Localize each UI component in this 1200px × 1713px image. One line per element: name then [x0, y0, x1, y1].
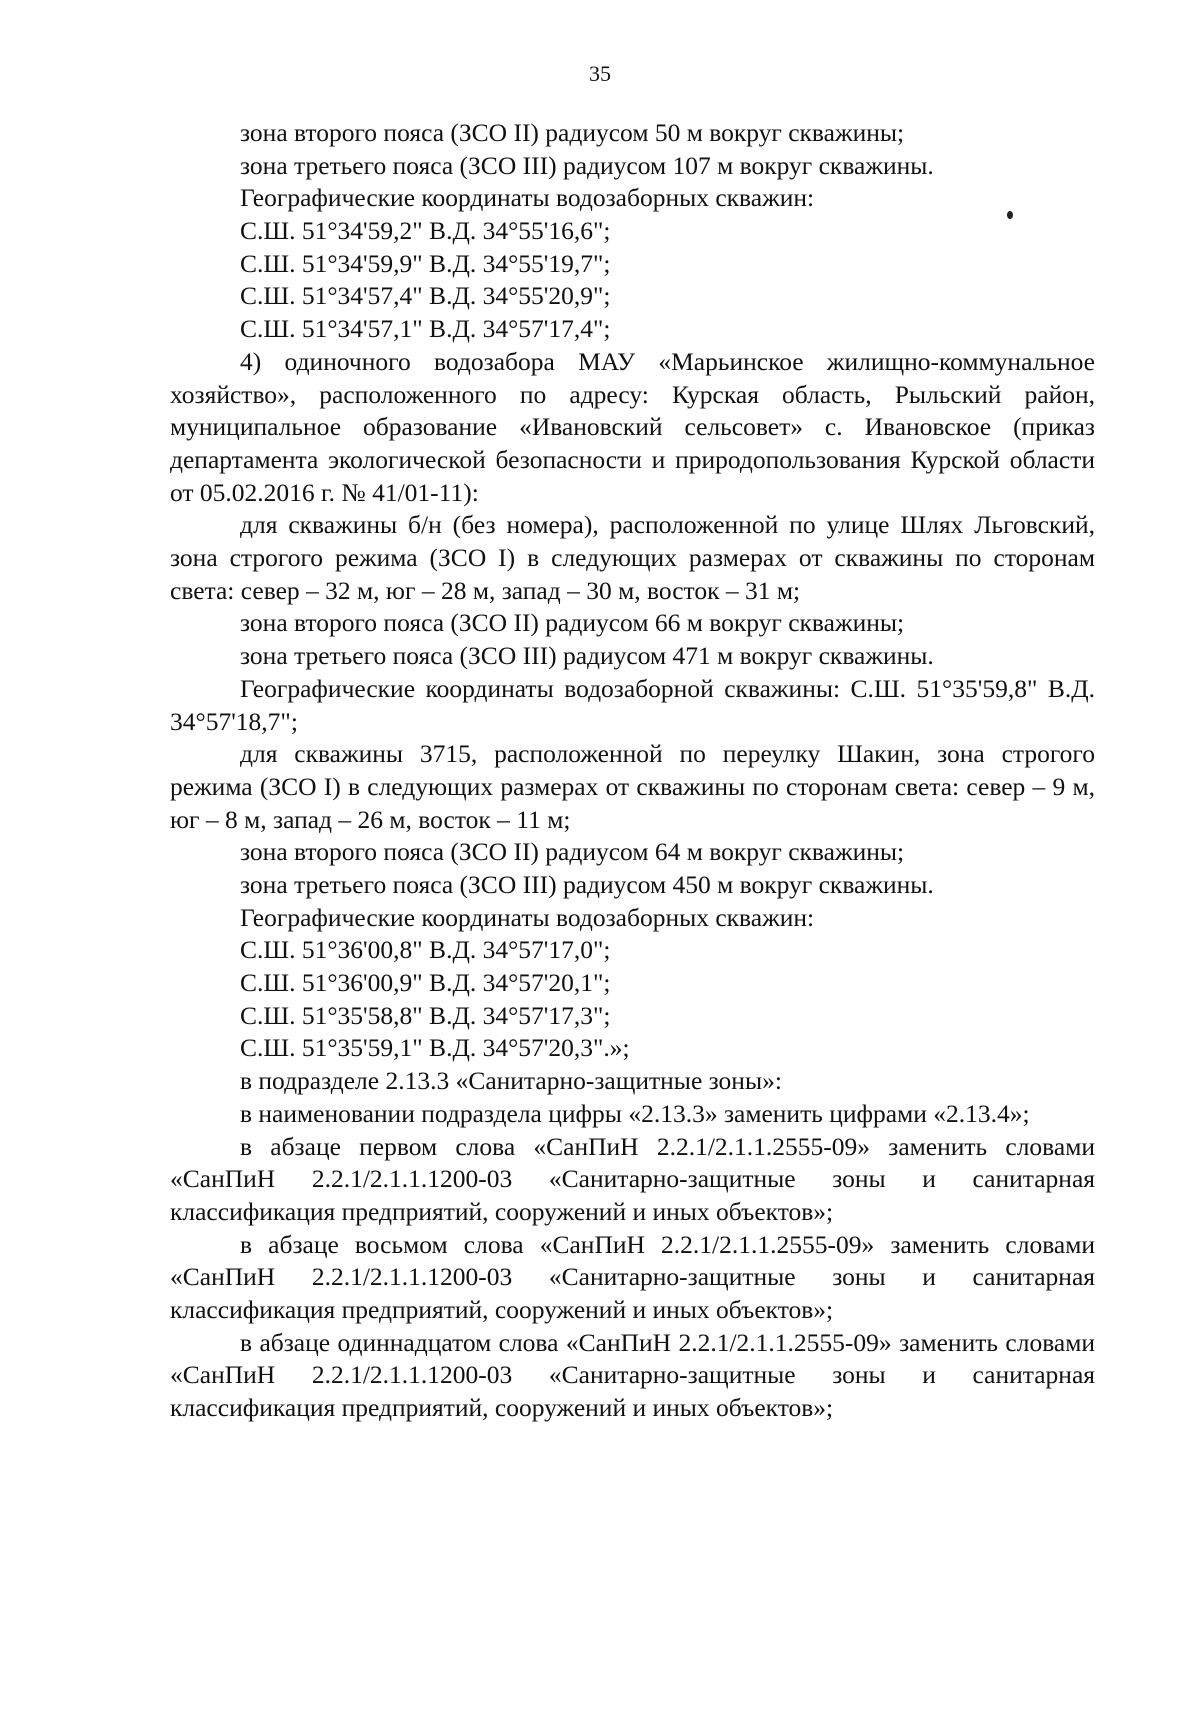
paragraph: для скважины б/н (без номера), расположенной по улице Шлях Льговский, зона строгого режима (ЗСО I) в следующих размерах от скважины по сторонам света: север – 32 м, юг – 28 м, запад – 30 м, восток – 31 м; — [170, 510, 1095, 605]
paragraph: для скважины 3715, расположенной по переулку Шакин, зона строгого режима (ЗСО I) в следующих размерах от скважины по сторонам света: север – 9 м, юг – 8 м, запад – 26 м, восток – 11 м; — [170, 739, 1095, 834]
text-line: С.Ш. 51°36'00,9" В.Д. 34°57'20,1"; — [240, 968, 611, 998]
text-line: зона второго пояса (ЗСО II) радиусом 50 м вокруг скважины; — [240, 118, 905, 147]
text-line: зона третьего пояса (ЗСО III) радиусом 471 м вокруг скважины. — [240, 641, 934, 671]
text-line: в подразделе 2.13.3 «Санитарно-защитные зоны»: — [240, 1066, 782, 1096]
text-line: С.Ш. 51°35'59,1" В.Д. 34°57'20,3".»; — [240, 1033, 630, 1063]
text-line: зона второго пояса (ЗСО II) радиусом 64 м вокруг скважины; — [240, 837, 905, 867]
text-line: С.Ш. 51°34'57,1" В.Д. 34°57'17,4"; — [240, 314, 611, 344]
paragraph: в абзаце восьмом слова «СанПиН 2.2.1/2.1.1.2555-09» заменить словами «СанПиН 2.2.1/2.1.1.1200-03 «Санитарно-защитные зоны и санитарная классификация предприятий, сооружений и иных объектов»; — [170, 1229, 1095, 1325]
paragraph: в абзаце первом слова «СанПиН 2.2.1/2.1.1.2555-09» заменить словами «СанПиН 2.2.1/2.1.1.1200-03 «Санитарно-защитные зоны и санитарная классификация предприятий, сооружений и иных объектов»; — [170, 1131, 1095, 1226]
text-line: С.Ш. 51°35'58,8" В.Д. 34°57'17,3"; — [240, 1000, 611, 1030]
page-number: 35 — [589, 61, 611, 86]
document-body — [170, 117, 1095, 1425]
text-line: Географические координаты водозаборных скважин: — [240, 183, 815, 213]
paragraph: 4) одиночного водозабора МАУ «Марьинское жилищно-коммунальное хозяйство», расположенного по адресу: Курская область, Рыльский район, муниципальное образование «Ивановский сельсовет» с. Ивановское (приказ департамента экологической безопасности и природопользования Курской области от 05.02.2016 г. № 41/01-11): — [170, 346, 1095, 507]
text-line: С.Ш. 51°36'00,8" В.Д. 34°57'17,0"; — [240, 935, 611, 965]
text-line: зона второго пояса (ЗСО II) радиусом 66 м вокруг скважины; — [240, 608, 905, 638]
text-line: зона третьего пояса (ЗСО III) радиусом 107 м вокруг скважины. — [240, 150, 934, 180]
text-line: С.Ш. 51°34'59,2" В.Д. 34°55'16,6"; — [240, 216, 611, 246]
paragraph: в наименовании подраздела цифры «2.13.3» заменить цифрами «2.13.4»; — [240, 1098, 1030, 1128]
text-line: С.Ш. 51°34'59,9" В.Д. 34°55'19,7"; — [240, 248, 611, 278]
scan-speck — [1007, 211, 1013, 219]
text-line: Географические координаты водозаборных скважин: — [240, 902, 815, 932]
text-line: зона третьего пояса (ЗСО III) радиусом 450 м вокруг скважины. — [240, 870, 934, 900]
paragraph: Географические координаты водозаборной скважины: С.Ш. 51°35'59,8" В.Д. 34°57'18,7"; — [170, 673, 1095, 736]
text-line: С.Ш. 51°34'57,4" В.Д. 34°55'20,9"; — [240, 281, 611, 311]
paragraph: в абзаце одиннадцатом слова «СанПиН 2.2.1/2.1.1.2555-09» заменить словами «СанПиН 2.2.1/2.1.1.1200-03 «Санитарно-защитные зоны и санитарная классификация предприятий, сооружений и иных объектов»; — [170, 1327, 1095, 1423]
